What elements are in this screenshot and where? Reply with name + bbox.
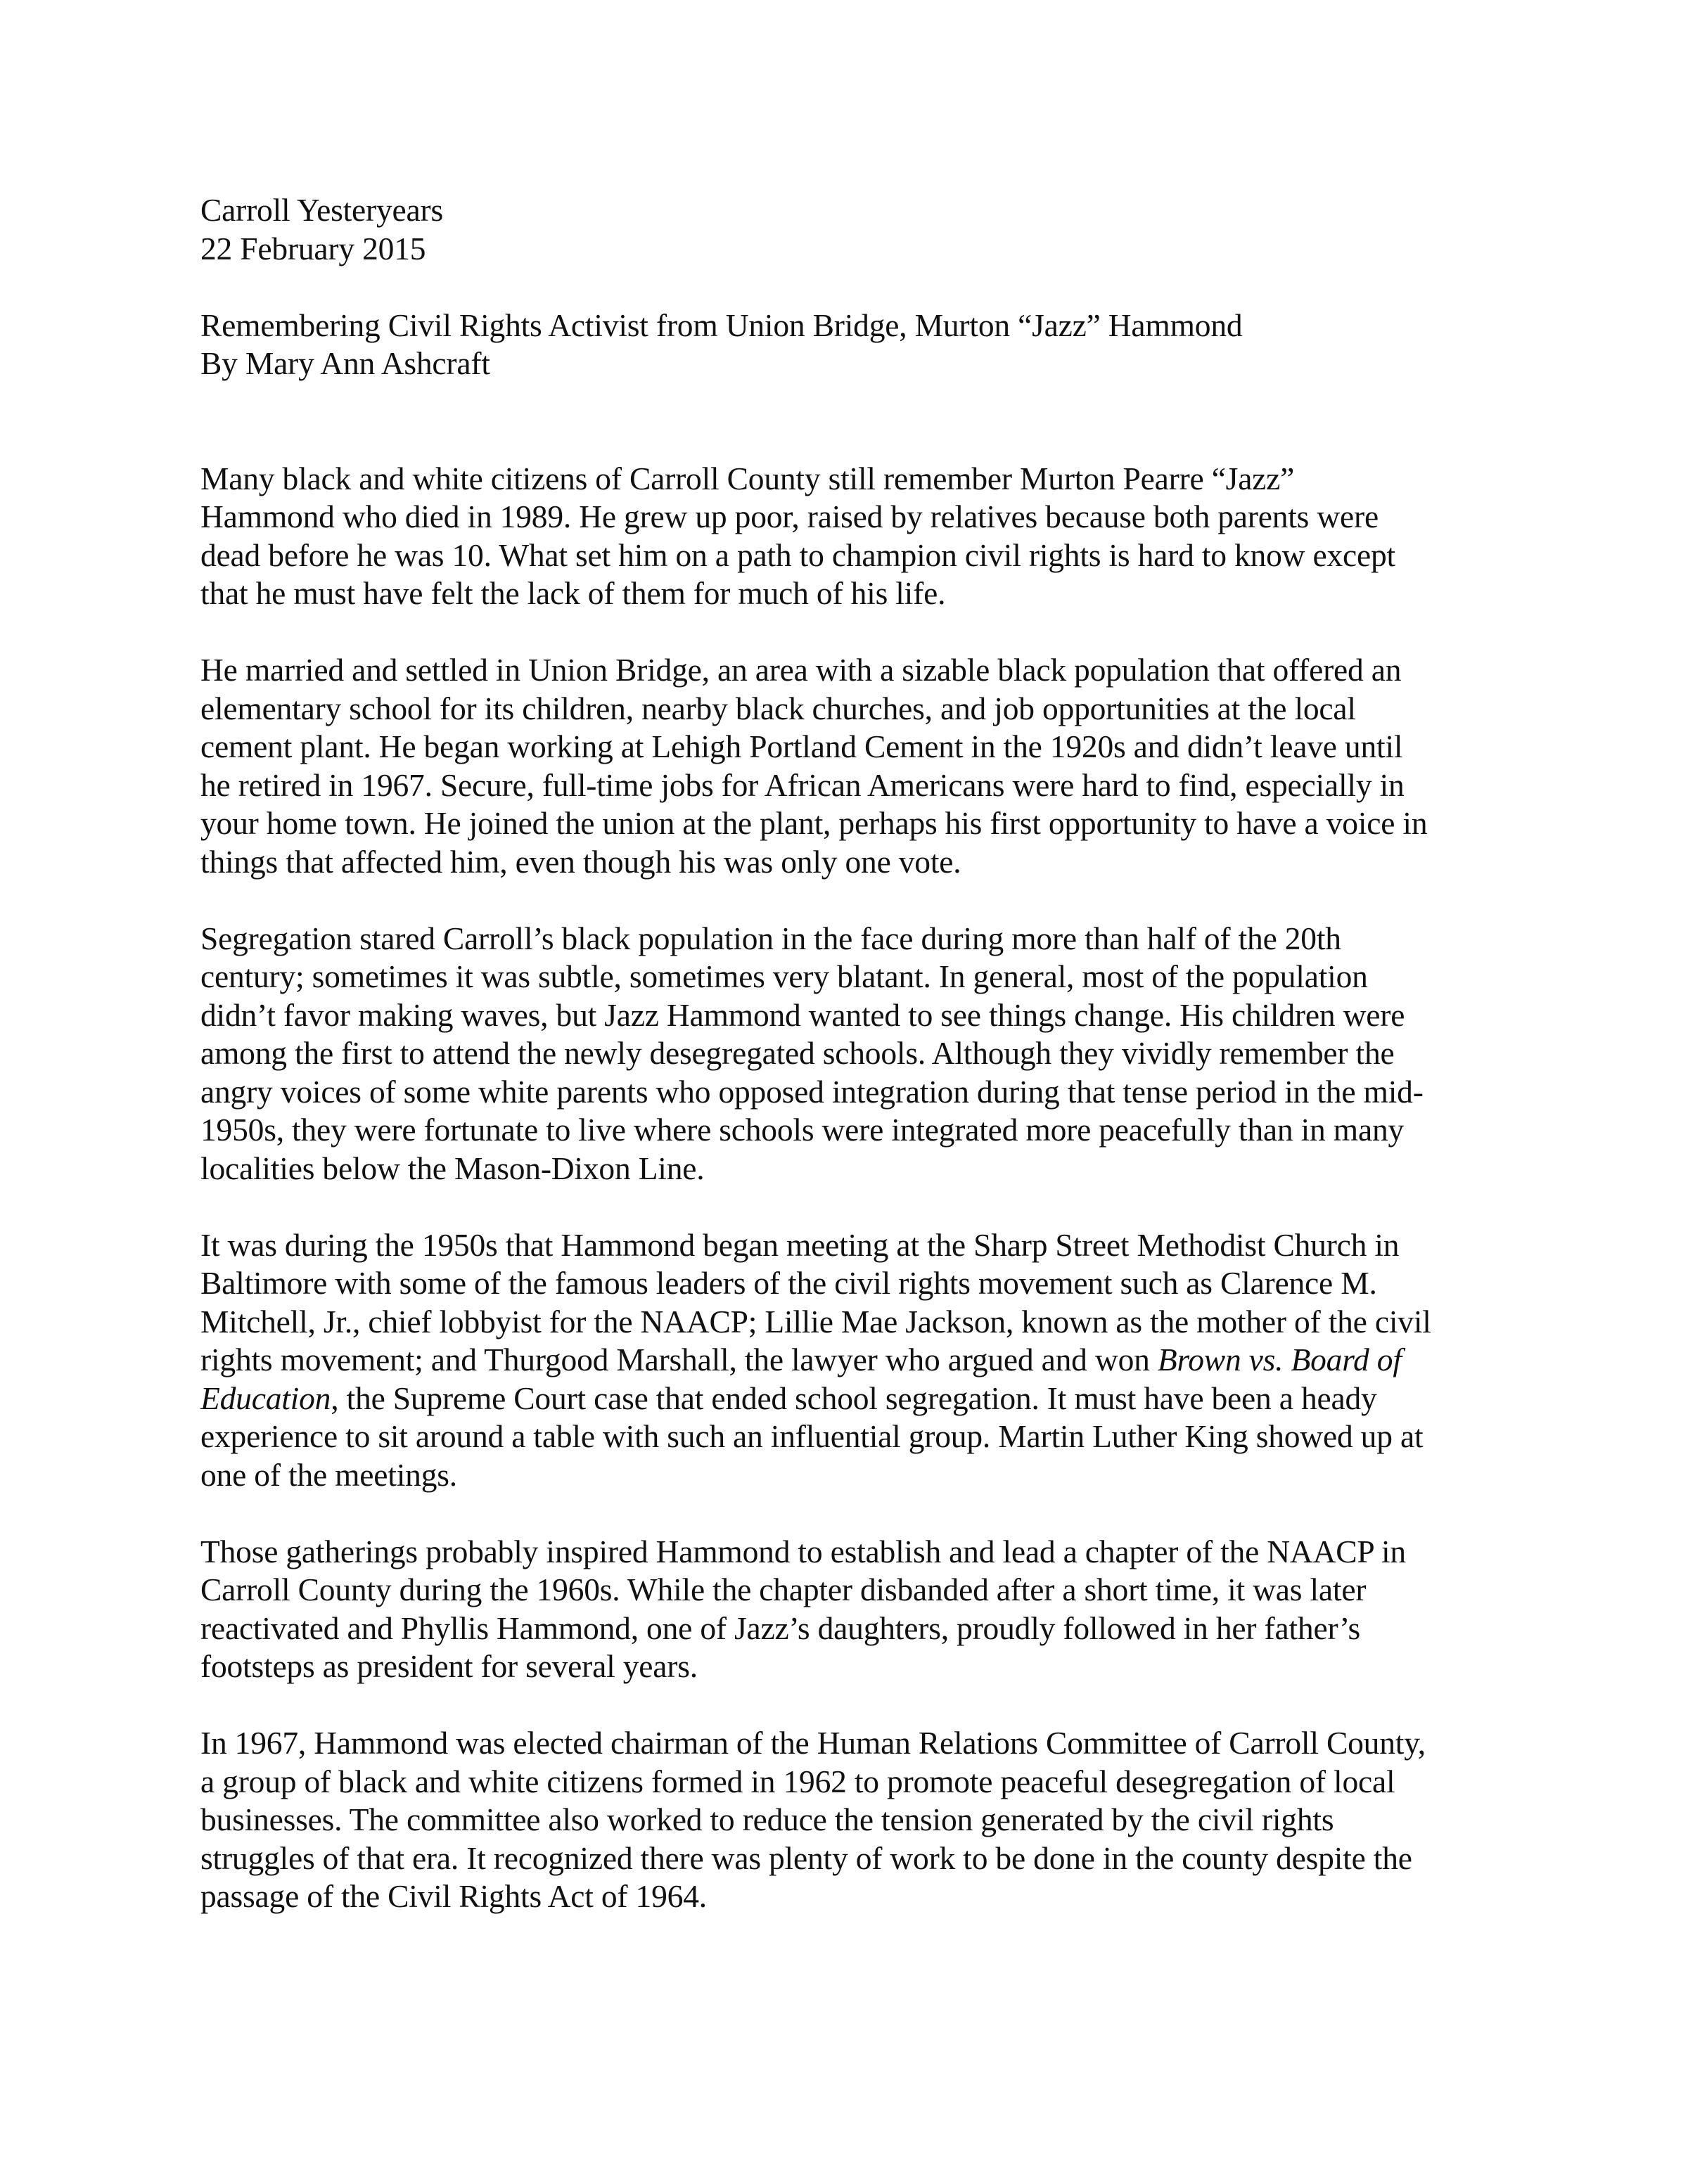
paragraph-line: Carroll County during the 1960s. While the chapter disbanded after a short time, it was later (200, 1572, 1367, 1607)
paragraph-line (200, 1380, 1509, 1418)
paragraph-line: In 1967, Hammond was elected chairman of the Human Relations Committee of Carroll County, (200, 1725, 1426, 1761)
paragraph-line: Those gatherings probably inspired Hammond to establish and lead a chapter of the NAACP in (200, 1533, 1406, 1569)
paragraph-1 (200, 460, 1509, 613)
paragraph-line: cement plant. He began working at Lehigh Portland Cement in the 1920s and didn’t leave until (200, 728, 1403, 764)
paragraph-line: footsteps as president for several years. (200, 1648, 698, 1684)
paragraph-line: that he must have felt the lack of them for much of his life. (200, 575, 946, 611)
line-text: , the Supreme Court case that ended school segregation. It must have been a heady (331, 1380, 1377, 1416)
paragraph-line: Segregation stared Carroll’s black population in the face during more than half of the 20th (200, 920, 1341, 956)
paragraph-5 (200, 1533, 1509, 1686)
paragraph-line: experience to sit around a table with such an influential group. Martin Luther King showed up at (200, 1418, 1424, 1454)
paragraph-6 (200, 1724, 1509, 1916)
paragraph-line: one of the meetings. (200, 1456, 457, 1493)
paragraph-line: elementary school for its children, nearby black churches, and job opportunities at the local (200, 690, 1356, 726)
paragraph-line: he retired in 1967. Secure, full-time jobs for African Americans were hard to find, especially in (200, 766, 1405, 803)
column-name: Carroll Yesteryears (200, 192, 443, 228)
paragraph-4 (200, 1226, 1509, 1495)
publication-date: 22 February 2015 (200, 230, 426, 266)
paragraph-line: 1950s, they were fortunate to live where schools were integrated more peacefully than in many (200, 1112, 1405, 1148)
paragraph-line: didn’t favor making waves, but Jazz Hammond wanted to see things change. His children were (200, 996, 1405, 1033)
case-name-italic: Education (200, 1380, 331, 1416)
article-title: Remembering Civil Rights Activist from Union Bridge, Murton “Jazz” Hammond (200, 307, 1243, 343)
document-page (200, 191, 1509, 1916)
paragraph-2 (200, 651, 1509, 881)
paragraph-3 (200, 920, 1509, 1188)
paragraph-line (200, 1341, 1509, 1380)
case-name-italic: Brown vs. Board of (1157, 1342, 1402, 1377)
paragraph-line: It was during the 1950s that Hammond began meeting at the Sharp Street Methodist Church in (200, 1226, 1400, 1263)
paragraph-line: Many black and white citizens of Carroll County still remember Murton Pearre “Jazz” (200, 460, 1295, 496)
paragraph-line: reactivated and Phyllis Hammond, one of Jazz’s daughters, proudly followed in her father’s (200, 1610, 1361, 1646)
paragraph-line: among the first to attend the newly desegregated schools. Although they vividly remember the (200, 1035, 1395, 1071)
title-block (200, 307, 1509, 383)
paragraph-line: dead before he was 10. What set him on a path to champion civil rights is hard to know except (200, 537, 1396, 573)
paragraph-line: century; sometimes it was subtle, sometimes very blatant. In general, most of the population (200, 958, 1368, 994)
paragraph-line: a group of black and white citizens formed in 1962 to promote peaceful desegregation of local (200, 1763, 1395, 1799)
paragraph-line: struggles of that era. It recognized there was plenty of work to be done in the county despite the (200, 1839, 1412, 1876)
paragraph-line: localities below the Mason-Dixon Line. (200, 1150, 705, 1186)
paragraph-line: your home town. He joined the union at the plant, perhaps his first opportunity to have a voice in (200, 805, 1428, 841)
header-block (200, 191, 1509, 268)
paragraph-line: things that affected him, even though his was only one vote. (200, 843, 961, 880)
paragraph-line: He married and settled in Union Bridge, an area with a sizable black population that offered an (200, 652, 1402, 688)
paragraph-line: Mitchell, Jr., chief lobbyist for the NAACP; Lillie Mae Jackson, known as the mother of the civil (200, 1303, 1431, 1340)
paragraph-line: Baltimore with some of the famous leaders of the civil rights movement such as Clarence M. (200, 1265, 1377, 1301)
line-text: rights movement; and Thurgood Marshall, the lawyer who argued and won (200, 1342, 1158, 1377)
paragraph-line: businesses. The committee also worked to reduce the tension generated by the civil rights (200, 1801, 1334, 1837)
paragraph-line: angry voices of some white parents who opposed integration during that tense period in the mid- (200, 1073, 1424, 1110)
byline: By Mary Ann Ashcraft (200, 345, 490, 381)
paragraph-line: Hammond who died in 1989. He grew up poor, raised by relatives because both parents were (200, 499, 1379, 534)
paragraph-line: passage of the Civil Rights Act of 1964. (200, 1878, 707, 1914)
